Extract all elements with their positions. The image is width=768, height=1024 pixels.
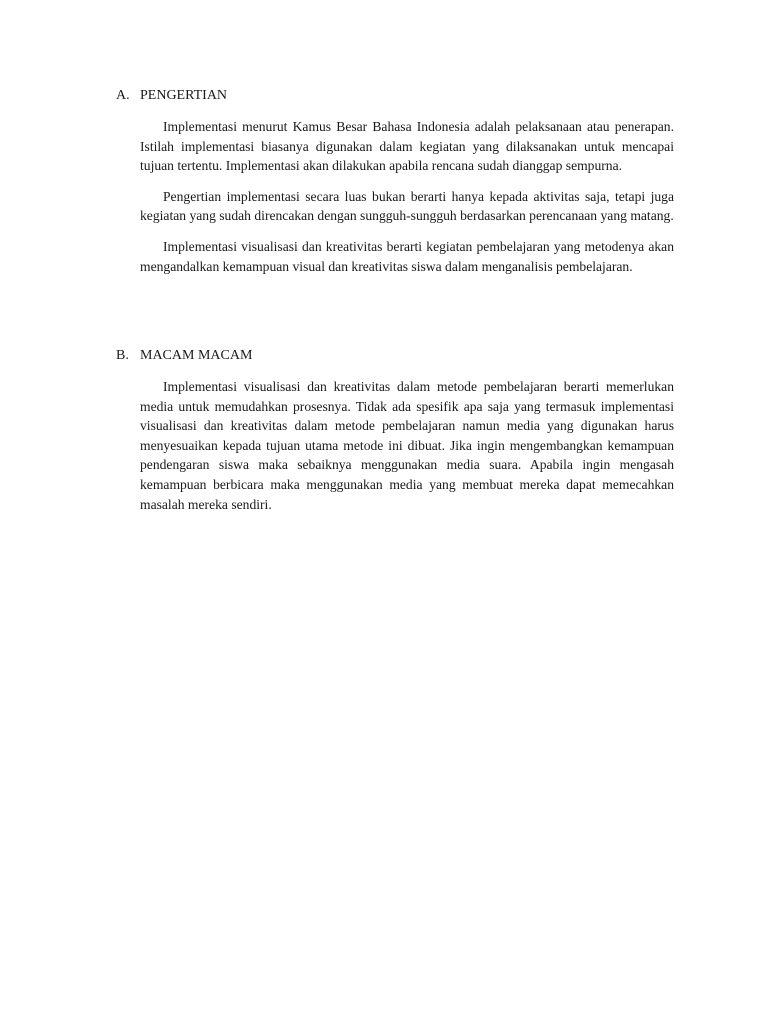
section-heading <box>116 86 674 106</box>
paragraph: Implementasi menurut Kamus Besar Bahasa Indonesia adalah pelaksanaan atau penerapan. Istilah implementasi biasanya digunakan dalam kegiatan yang dilaksanakan untuk mencapai tujuan tertentu. Implementasi akan dilakukan apabila rencana sudah dianggap sempurna. <box>140 119 674 174</box>
section-marker: A. <box>116 88 130 103</box>
section-title: PENGERTIAN <box>140 88 228 103</box>
paragraph: Implementasi visualisasi dan kreativitas berarti kegiatan pembelajaran yang metodenya akan mengandalkan kemampuan visual dan kreativitas siswa dalam menganalisis pembelajaran. <box>140 238 674 274</box>
section-pengertian <box>116 86 674 276</box>
paragraph: Pengertian implementasi secara luas bukan berarti hanya kepada aktivitas saja, tetapi juga kegiatan yang sudah direncakan dengan sungguh-sungguh berdasarkan perencanaan yang matang. <box>140 188 674 224</box>
paragraph: Implementasi visualisasi dan kreativitas dalam metode pembelajaran berarti memerlukan media untuk memudahkan prosesnya. Tidak ada spesifik apa saja yang termasuk implementasi visualisasi dan kreativitas dalam metode pembelajaran namun media yang digunakan harus menyesuaikan kepada tujuan utama metode ini dibuat. Jika ingin mengembangkan kemampuan pendengaran siswa maka sebaiknya menggunakan media suara. Apabila ingin mengasah kemampuan berbicara maka menggunakan media yang membuat mereka dapat memecahkan masalah mereka sendiri. <box>140 379 674 512</box>
section-title: MACAM MACAM <box>140 348 253 363</box>
section-macam-macam <box>116 346 674 514</box>
section-marker: B. <box>116 348 129 363</box>
section-heading <box>116 346 674 366</box>
